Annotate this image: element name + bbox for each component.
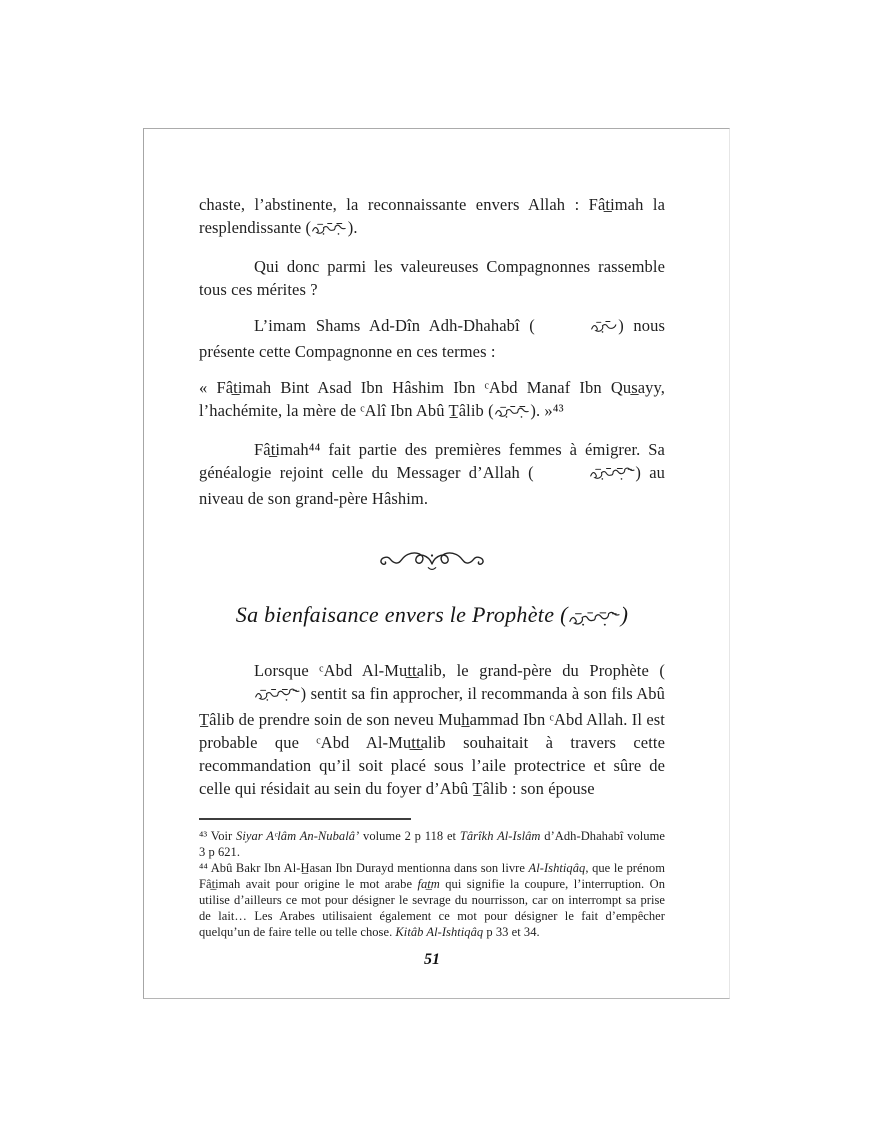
heading-text: Sa bienfaisance envers le Prophète (: [235, 602, 568, 627]
paragraph-text: « Fât̲imah Bint Asad Ibn Hâshim Ibn ᶜAbd Manaf Ibn Qus̲ayy, l’hachémite, la mère de ᶜAlî Ibn Abû T̲âlib (: [199, 378, 665, 420]
paragraph-text: ). »⁴³: [530, 401, 564, 420]
saws-honorific-icon: [534, 464, 636, 487]
saws-honorific-icon: [568, 601, 621, 635]
footnote-text: ⁴⁴ Abû Bakr Ibn Al-H̲asan Ibn Durayd mentionna dans son livre: [199, 861, 529, 875]
book-title-text: Siyar Aᶜlâm An-Nubalâ’: [236, 829, 360, 843]
footnote-text: qui signifie la coupure, l’interruption. On utilise d’ailleurs ce mot pour désigner le sevrage du nourrisson, car on interrompt sa prise de lait… Les Arabes utilisaient également ce mot pour désigner le fait d’empêcher quelqu’un de faire telle ou telle chose.: [199, 877, 665, 939]
page-number: 51: [424, 951, 440, 968]
book-title-text: Târîkh Al-Islâm: [459, 829, 541, 843]
quote-paragraph: [199, 376, 665, 425]
paragraph-text: Lorsque ᶜAbd Al-Mut̲t̲alib, le grand-père du Prophète (: [254, 661, 665, 680]
paragraph-text: Fât̲imah⁴⁴ fait partie des premières femmes à émigrer. Sa généalogie rejoint celle du Messager d’Allah (: [199, 440, 665, 482]
book-title-text: Kitâb Al-Ishtiqâq: [395, 925, 484, 939]
footnote-text: d’Adh-Dhahabî volume 3 p 621.: [199, 829, 665, 859]
footnote-separator: [199, 818, 411, 820]
footnote-text: p 33 et 34.: [483, 925, 540, 939]
ornament-divider-icon: [371, 548, 493, 576]
paragraph-text: ) sentit sa fin approcher, il recommanda à son fils Abû T̲âlib de prendre soin de son neveu Muh̲ammad Ibn ᶜAbd Allah. Il est probable que ᶜAbd Al-Mut̲t̲alib souhaitait à travers cette recommandation qu’il soit placé sous l’aile protectrice et sûre de celle qui résidait au sein du foyer d’Abû T̲âlib : son épouse: [199, 684, 665, 798]
footnote-text: , que le prénom Fât̲imah avait pour origine le mot arabe: [199, 861, 665, 891]
book-page: [143, 128, 730, 999]
radiallahu-anha-honorific-icon: [311, 219, 348, 242]
paragraph-text: L’imam Shams Ad-Dîn Adh-Dhahabî (: [254, 316, 535, 335]
paragraph-text: chaste, l’abstinente, la reconnaissante envers Allah : Fât̲imah la resplendissante (: [199, 195, 665, 237]
body-paragraph-1: [199, 193, 665, 242]
paragraph-text: ).: [347, 218, 358, 237]
heading-text: ): [620, 602, 629, 627]
rahimahullah-honorific-icon: [535, 317, 618, 340]
section-heading: [199, 598, 665, 635]
book-title-text: Al-Ishtiqâq: [528, 861, 586, 875]
paragraph-text: Qui donc parmi les valeureuses Compagnonnes rassemble tous ces mérites ?: [199, 257, 665, 299]
footnote-44: [199, 860, 665, 940]
paragraph-text: ) nous présente cette Compagnonne en ces termes :: [199, 316, 665, 361]
body-paragraph-6: [199, 659, 665, 800]
footnote-text: ⁴³ Voir: [199, 829, 237, 843]
body-paragraph-2: [199, 255, 665, 301]
footnote-43: [199, 828, 665, 860]
paragraph-text: ) au niveau de son grand-père Hâshim.: [199, 463, 665, 508]
saws-honorific-icon: [199, 685, 301, 708]
footnote-text: volume 2 p 118 et: [359, 829, 460, 843]
arabic-term-text: fat̲m: [417, 877, 440, 891]
body-paragraph-5: [199, 438, 665, 510]
body-paragraph-3: [199, 314, 665, 363]
radiallahu-anha-honorific-icon: [494, 402, 531, 425]
